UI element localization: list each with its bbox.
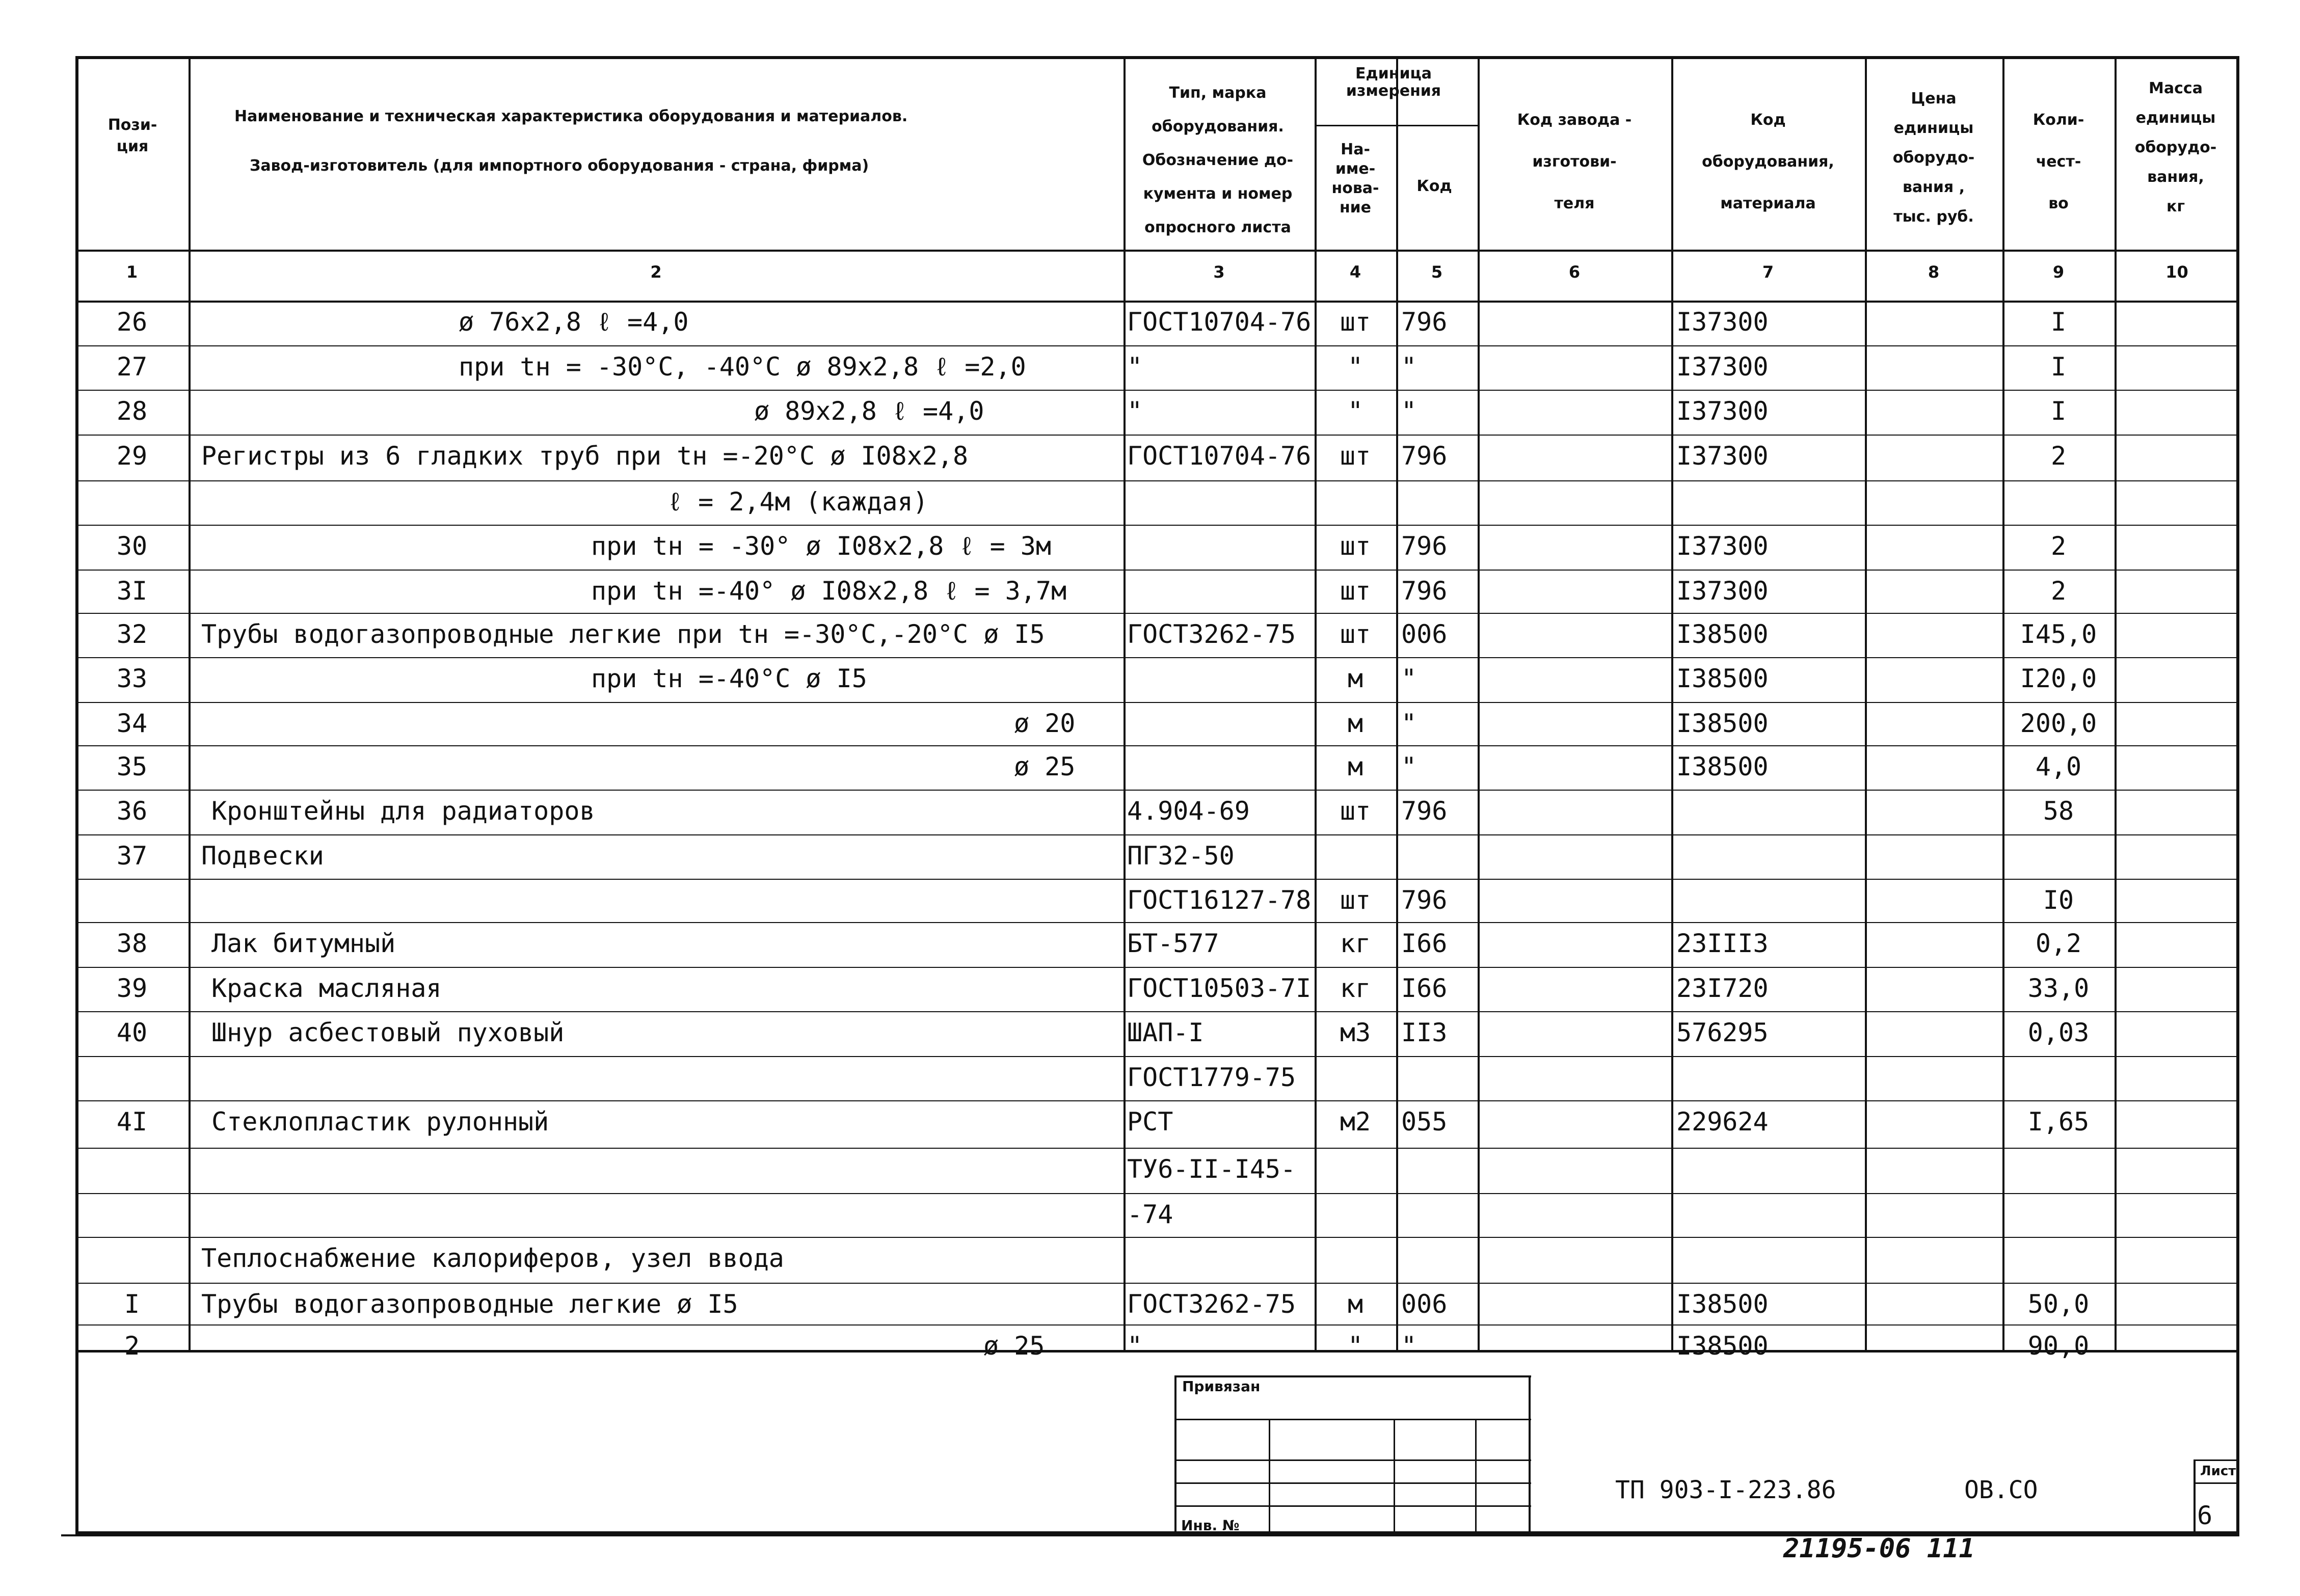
row-position: 28 xyxy=(116,396,148,426)
row-type: ГОСТ3262-75 xyxy=(1127,1289,1296,1319)
row-line xyxy=(75,745,2239,746)
row-name: при tн =-40° ø I08х2,8 ℓ = 3,7м xyxy=(591,576,1067,606)
row-quantity: 50,0 xyxy=(2027,1289,2090,1319)
row-type: ГОСТ10503-7I xyxy=(1127,973,1312,1003)
row-material-code: I37300 xyxy=(1676,352,1769,382)
row-unit-code: " xyxy=(1401,1331,1417,1361)
row-name: Краска масляная xyxy=(211,973,442,1003)
column-divider xyxy=(1315,56,1317,1350)
row-name: Шнур асбестовый пуховый xyxy=(211,1018,565,1047)
column-divider xyxy=(2115,56,2117,1350)
row-material-code: I38500 xyxy=(1676,1331,1769,1361)
row-unit-name: шт xyxy=(1340,531,1371,561)
column-divider xyxy=(1671,56,1673,1350)
row-unit-name: м xyxy=(1347,752,1363,781)
row-unit-name: кг xyxy=(1340,973,1371,1003)
row-material-code: 23I720 xyxy=(1676,973,1769,1003)
row-unit-code: II3 xyxy=(1401,1018,1448,1047)
row-material-code: I38500 xyxy=(1676,619,1769,649)
header-type: Тип, марка оборудования. Обозначение до- кумента и номер опросного листа xyxy=(1142,84,1294,236)
row-name: при tн = -30° ø I08х2,8 ℓ = 3м xyxy=(591,531,1051,561)
row-line xyxy=(75,345,2239,346)
row-unit-name: шт xyxy=(1340,796,1371,826)
row-position: 26 xyxy=(116,307,148,337)
column-number-6: 6 xyxy=(1568,262,1581,282)
row-line xyxy=(75,525,2239,526)
row-position: 3I xyxy=(116,576,148,606)
tb-line xyxy=(1394,1419,1395,1534)
row-unit-code: " xyxy=(1401,664,1417,693)
row-unit-name: м3 xyxy=(1340,1018,1371,1047)
row-unit-code: 796 xyxy=(1401,576,1448,606)
sheet-code: ОВ.СО xyxy=(1964,1476,2038,1504)
column-number-1: 1 xyxy=(126,262,138,282)
row-unit-name: м xyxy=(1347,709,1363,738)
row-name: ø 25 xyxy=(1014,752,1076,781)
column-divider xyxy=(2002,56,2004,1350)
row-material-code: I37300 xyxy=(1676,576,1769,606)
row-quantity: I xyxy=(2050,396,2067,426)
row-type: " xyxy=(1127,352,1143,382)
row-material-code: I38500 xyxy=(1676,752,1769,781)
row-unit-name: шт xyxy=(1340,307,1371,337)
row-position: 37 xyxy=(116,841,148,871)
row-type: " xyxy=(1127,396,1143,426)
row-quantity: 58 xyxy=(2043,796,2074,826)
row-unit-code: 796 xyxy=(1401,441,1448,471)
header-name-line1: Наименование и техническая характеристика оборудования и материалов. xyxy=(234,107,908,125)
row-quantity: 90,0 xyxy=(2027,1331,2090,1361)
row-quantity: I xyxy=(2050,307,2067,337)
row-unit-name: шт xyxy=(1340,885,1371,915)
row-position: 40 xyxy=(116,1018,148,1047)
tb-line xyxy=(1269,1419,1270,1534)
column-number-8: 8 xyxy=(1928,262,1940,282)
row-position: 4I xyxy=(116,1107,148,1137)
row-unit-code: " xyxy=(1401,396,1417,426)
row-name: Трубы водогазопроводные легкие ø I5 xyxy=(201,1289,738,1319)
column-number-9: 9 xyxy=(2052,262,2065,282)
row-type: ГОСТ10704-76 xyxy=(1127,307,1312,337)
row-position: 35 xyxy=(116,752,148,781)
privyazan-label: Привязан xyxy=(1182,1378,1261,1395)
header-price: Цена единицы оборудо- вания , тыс. руб. xyxy=(1892,90,1975,226)
row-type: ТУ6-II-I45- xyxy=(1127,1154,1296,1184)
row-name: ø 20 xyxy=(1014,709,1076,738)
row-type: ГОСТ16127-78 xyxy=(1127,885,1312,915)
header-position: Пози- ция xyxy=(108,116,157,155)
row-position: 34 xyxy=(116,709,148,738)
row-unit-code: " xyxy=(1401,352,1417,382)
stamp-number: 21195-06 111 xyxy=(1783,1533,1975,1564)
column-number-5: 5 xyxy=(1431,262,1443,282)
header-factory-code: Код завода - изготови- теля xyxy=(1517,111,1632,212)
row-unit-code: " xyxy=(1401,752,1417,781)
header-unit-code: Код xyxy=(1416,177,1452,195)
column-number-7: 7 xyxy=(1762,262,1774,282)
tb-line xyxy=(2194,1482,2239,1484)
tb-line xyxy=(1174,1375,1176,1534)
row-type: " xyxy=(1127,1331,1143,1361)
row-unit-name: кг xyxy=(1340,929,1371,958)
row-unit-name: " xyxy=(1347,352,1363,382)
row-type: ГОСТ3262-75 xyxy=(1127,619,1296,649)
row-quantity: 33,0 xyxy=(2027,973,2090,1003)
row-unit-code: 006 xyxy=(1401,1289,1448,1319)
row-material-code: I37300 xyxy=(1676,531,1769,561)
tb-line xyxy=(1174,1375,1531,1377)
row-position: 38 xyxy=(116,929,148,958)
row-position: 32 xyxy=(116,619,148,649)
row-unit-code: 796 xyxy=(1401,307,1448,337)
row-name: Теплоснабжение калориферов, узел ввода xyxy=(201,1243,784,1273)
row-material-code: 229624 xyxy=(1676,1107,1769,1137)
column-divider xyxy=(189,56,191,1350)
column-divider xyxy=(1478,56,1480,1350)
row-position: 33 xyxy=(116,664,148,693)
header-quantity: Коли- чест- во xyxy=(2032,111,2084,212)
row-material-code: I37300 xyxy=(1676,441,1769,471)
row-unit-name: " xyxy=(1347,396,1363,426)
row-quantity: 0,2 xyxy=(2035,929,2082,958)
row-unit-code: I66 xyxy=(1401,973,1448,1003)
row-line xyxy=(75,702,2239,703)
row-position: 2 xyxy=(124,1331,140,1361)
header-material-code: Код оборудования, материала xyxy=(1702,111,1834,212)
row-material-code: I37300 xyxy=(1676,396,1769,426)
row-name: при tн = -30°С, -40°С ø 89х2,8 ℓ =2,0 xyxy=(459,352,1026,382)
inventory-number-label: Инв. № xyxy=(1181,1517,1240,1534)
row-name: Подвески xyxy=(201,841,324,871)
row-position: 39 xyxy=(116,973,148,1003)
row-line xyxy=(75,480,2239,481)
header-mass: Масса единицы оборудо- вания, кг xyxy=(2134,79,2217,215)
row-name: ø 25 xyxy=(983,1331,1045,1361)
row-type: ГОСТ1779-75 xyxy=(1127,1063,1296,1092)
column-divider xyxy=(1124,56,1126,1350)
row-name: при tн =-40°С ø I5 xyxy=(591,664,867,693)
row-type: ШАП-I xyxy=(1127,1018,1204,1047)
row-unit-name: м2 xyxy=(1340,1107,1371,1137)
row-unit-name: шт xyxy=(1340,619,1371,649)
sheet-label: Лист xyxy=(2200,1464,2236,1479)
row-unit-name: м xyxy=(1347,1289,1363,1319)
tb-line xyxy=(2194,1459,2239,1461)
row-unit-name: шт xyxy=(1340,576,1371,606)
row-quantity: I20,0 xyxy=(2020,664,2097,693)
row-quantity: I0 xyxy=(2043,885,2074,915)
tb-line xyxy=(2194,1459,2196,1534)
row-unit-code: 796 xyxy=(1401,796,1448,826)
sheet-number: 6 xyxy=(2197,1501,2213,1530)
header-unit-name: На- име- нова- ние xyxy=(1331,141,1379,217)
row-quantity: 4,0 xyxy=(2035,752,2082,781)
row-line xyxy=(75,657,2239,658)
row-type: -74 xyxy=(1127,1200,1173,1229)
row-quantity: 2 xyxy=(2050,531,2067,561)
row-unit-code: 796 xyxy=(1401,531,1448,561)
row-material-code: 576295 xyxy=(1676,1018,1769,1047)
body-bottom-line xyxy=(75,1350,2239,1352)
row-material-code: I38500 xyxy=(1676,664,1769,693)
row-quantity: I45,0 xyxy=(2020,619,2097,649)
row-position: 27 xyxy=(116,352,148,382)
row-type: 4.904-69 xyxy=(1127,796,1250,826)
header-unit: Единица измерения xyxy=(1346,65,1441,100)
row-material-code: 23III3 xyxy=(1676,929,1769,958)
row-type: ГОСТ10704-76 xyxy=(1127,441,1312,471)
row-unit-code: I66 xyxy=(1401,929,1448,958)
row-name: Стеклопластик рулонный xyxy=(211,1107,549,1137)
tb-line xyxy=(1174,1482,1531,1484)
row-material-code: I38500 xyxy=(1676,709,1769,738)
row-unit-name: м xyxy=(1347,664,1363,693)
column-divider xyxy=(1865,56,1867,1350)
document-code: ТП 903-I-223.86 xyxy=(1615,1476,1836,1504)
row-unit-name: " xyxy=(1347,1331,1363,1361)
row-line xyxy=(75,570,2239,571)
row-position: 30 xyxy=(116,531,148,561)
row-unit-code: " xyxy=(1401,709,1417,738)
row-name: ø 89х2,8 ℓ =4,0 xyxy=(754,396,984,426)
row-position: 29 xyxy=(116,441,148,471)
row-unit-name: шт xyxy=(1340,441,1371,471)
row-type: РСТ xyxy=(1127,1107,1173,1137)
row-line xyxy=(75,1324,2239,1326)
row-name: ℓ = 2,4м (каждая) xyxy=(667,487,928,517)
row-quantity: 200,0 xyxy=(2020,709,2097,738)
row-type: ПГ32-50 xyxy=(1127,841,1235,871)
row-name: Кронштейны для радиаторов xyxy=(211,796,595,826)
header-bottom-line xyxy=(75,250,2239,252)
row-material-code: I37300 xyxy=(1676,307,1769,337)
row-material-code: I38500 xyxy=(1676,1289,1769,1319)
column-number-2: 2 xyxy=(650,262,662,282)
row-quantity: 0,03 xyxy=(2027,1018,2090,1047)
row-quantity: 2 xyxy=(2050,441,2067,471)
row-quantity: I xyxy=(2050,352,2067,382)
row-unit-code: 006 xyxy=(1401,619,1448,649)
tb-line xyxy=(1475,1419,1477,1534)
tb-line xyxy=(1174,1505,1531,1507)
row-name: ø 76х2,8 ℓ =4,0 xyxy=(459,307,689,337)
column-number-3: 3 xyxy=(1213,262,1225,282)
row-quantity: I,65 xyxy=(2027,1107,2090,1137)
column-divider xyxy=(1396,56,1398,1350)
tb-line xyxy=(1174,1459,1531,1461)
header-name-line2: Завод-изготовитель (для импортного оборудования - страна, фирма) xyxy=(250,157,869,175)
row-name: Лак битумный xyxy=(211,929,396,958)
column-number-10: 10 xyxy=(2165,262,2188,282)
tb-line xyxy=(1174,1419,1531,1420)
tb-line xyxy=(1529,1375,1531,1534)
row-unit-code: 055 xyxy=(1401,1107,1448,1137)
row-name: Трубы водогазопроводные легкие при tн =-30°С,-20°С ø I5 xyxy=(201,619,1045,649)
row-line xyxy=(75,390,2239,391)
row-unit-code: 796 xyxy=(1401,885,1448,915)
row-type: БТ-577 xyxy=(1127,929,1219,958)
row-position: I xyxy=(124,1289,140,1319)
row-quantity: 2 xyxy=(2050,576,2067,606)
column-number-4: 4 xyxy=(1349,262,1361,282)
row-name: Регистры из 6 гладких труб при tн =-20°С ø I08х2,8 xyxy=(201,441,969,471)
row-position: 36 xyxy=(116,796,148,826)
